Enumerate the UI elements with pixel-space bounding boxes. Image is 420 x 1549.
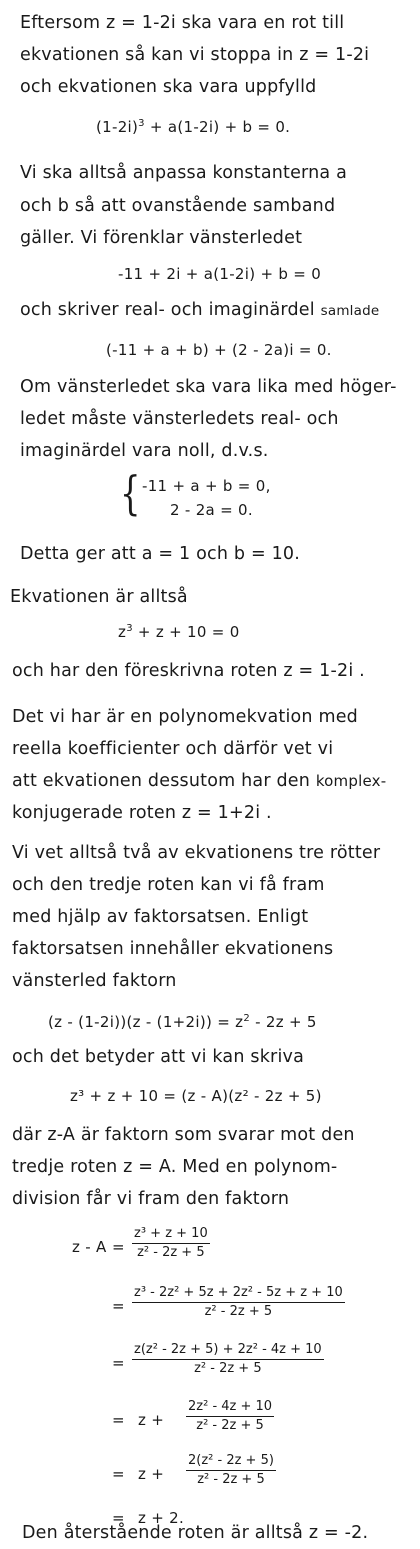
fraction-bar [186,1416,274,1417]
system-equation-1: -11 + a + b = 0, [142,477,271,495]
text-line: Vi ska alltså anpassa konstanterna a [20,163,348,183]
system-equation-2: 2 - 2a = 0. [170,501,253,519]
fraction [132,1226,210,1261]
text-line: vänsterled faktorn [12,971,177,991]
equals-sign: = [112,1354,125,1372]
text-line: att ekvationen dessutom har den komplex- [12,771,387,791]
fraction [132,1342,324,1377]
text-line: Det vi har är en polynomekvation med [12,707,358,727]
text-line: Den återstående roten är alltså z = -2. [22,1523,369,1543]
text-line: gäller. Vi förenklar vänsterledet [20,228,303,248]
fraction [132,1285,345,1320]
text-line: tredje roten z = A. Med en polynom- [12,1157,338,1177]
division-lhs: z - A [72,1238,107,1256]
equals-sign: = [112,1297,125,1315]
text-line: division får vi fram den faktorn [12,1189,290,1209]
text-line: ekvationen så kan vi stoppa in z = 1-2i [20,45,370,65]
text-line: och ekvationen ska vara uppfylld [20,77,317,97]
equation-real-imag: (-11 + a + b) + (2 - 2a)i = 0. [106,341,332,359]
text-line: Vi vet alltså två av ekvationens tre rötter [12,843,381,863]
text-line: och b så att ovanstående samband [20,196,336,216]
equals-sign: = [112,1509,125,1527]
fraction-denominator: z² - 2z + 5 [204,1304,273,1319]
text-line: ledet måste vänsterledets real- och [20,409,339,429]
text-line: där z-A är faktorn som svarar mot den [12,1125,355,1145]
fraction-numerator: z³ - 2z² + 5z + 2z² - 5z + z + 10 [134,1285,343,1300]
text-line: Om vänsterledet ska vara lika med höger- [20,377,397,397]
fraction-numerator: z(z² - 2z + 5) + 2z² - 4z + 10 [134,1342,322,1357]
fraction-numerator: 2z² - 4z + 10 [188,1399,273,1414]
fraction-denominator: z² - 2z + 5 [194,1361,262,1376]
equation-simplified: -11 + 2i + a(1-2i) + b = 0 [118,265,322,283]
fraction-bar [132,1243,210,1244]
text-line: och den tredje roten kan vi få fram [12,875,325,895]
division-term: z + [138,1465,165,1483]
fraction [186,1453,276,1488]
equals-sign: = [112,1238,125,1256]
text-line: reella koefficienter och därför vet vi [12,739,334,759]
equals-sign: = [112,1411,125,1429]
equation-factored-form: z³ + z + 10 = (z - A)(z² - 2z + 5) [70,1087,322,1105]
text-line: imaginärdel vara noll, d.v.s. [20,441,269,461]
equation-factor: $(z - (1-2i))(z - (1+2i)) = z^2 - 2z + 5$ [48,1013,317,1031]
equation-polynomial: $z^3 + z + 10 = 0$ [118,623,240,641]
fraction-denominator: z² - 2z + 5 [196,1418,264,1433]
fraction [186,1399,274,1434]
fraction-denominator: z² - 2z + 5 [197,1472,265,1487]
fraction-bar [132,1359,324,1360]
text-line: och det betyder att vi kan skriva [12,1047,304,1067]
equals-sign: = [112,1465,125,1483]
division-result: z + 2. [138,1509,185,1527]
text-line: och skriver real- och imaginärdel samlade [20,300,380,320]
fraction-numerator: z³ + z + 10 [134,1226,208,1241]
text-line: Detta ger att a = 1 och b = 10. [20,544,301,564]
division-term: z + [138,1411,165,1429]
fraction-bar [132,1302,345,1303]
equation-substitution: $(1-2i)^3 + a(1-2i) + b = 0$. [96,118,291,136]
fraction-numerator: 2(z² - 2z + 5) [188,1453,274,1468]
text-line: Eftersom z = 1-2i ska vara en rot till [20,13,345,33]
fraction-denominator: z² - 2z + 5 [137,1245,205,1260]
text-line: Ekvationen är alltså [10,587,188,607]
text-line: konjugerade roten z = 1+2i . [12,803,272,823]
text-line: med hjälp av faktorsatsen. Enligt [12,907,309,927]
system-brace: { [120,466,141,520]
text-line: faktorsatsen innehåller ekvationens [12,939,334,959]
text-line: och har den föreskrivna roten z = 1-2i . [12,661,365,681]
fraction-bar [186,1470,276,1471]
